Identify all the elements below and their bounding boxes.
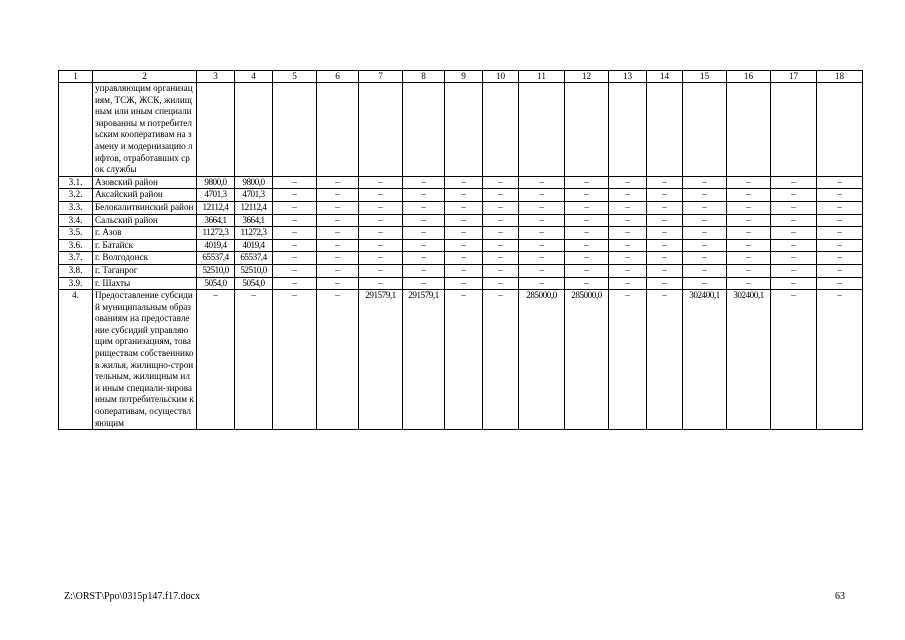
value-cell: 3664,1 <box>197 214 235 227</box>
value-cell: – <box>647 252 683 265</box>
value-cell: 4701,3 <box>235 189 273 202</box>
value-cell: 291579,1 <box>403 290 445 430</box>
value-cell: – <box>403 264 445 277</box>
value-cell: – <box>565 227 609 240</box>
row-number-cell: 3.8. <box>59 264 93 277</box>
value-cell: – <box>445 201 483 214</box>
value-cell: – <box>403 227 445 240</box>
value-cell: – <box>317 176 359 189</box>
column-number-cell: 11 <box>519 71 565 83</box>
value-cell: – <box>817 290 863 430</box>
value-cell: – <box>771 264 817 277</box>
column-number-cell: 5 <box>273 71 317 83</box>
value-cell: – <box>647 227 683 240</box>
value-cell: – <box>647 214 683 227</box>
value-cell: – <box>683 176 727 189</box>
value-cell: – <box>519 227 565 240</box>
value-cell: – <box>445 176 483 189</box>
value-cell <box>197 83 235 177</box>
value-cell: – <box>683 227 727 240</box>
value-cell: – <box>445 277 483 290</box>
value-cell: – <box>683 201 727 214</box>
table-row <box>59 201 863 214</box>
value-cell <box>565 83 609 177</box>
value-cell: – <box>609 214 647 227</box>
value-cell: – <box>647 189 683 202</box>
value-cell <box>727 83 771 177</box>
document-table-wrapper <box>58 70 863 430</box>
row-number-cell: 3.2. <box>59 189 93 202</box>
value-cell: – <box>771 227 817 240</box>
value-cell: – <box>727 227 771 240</box>
value-cell: – <box>273 252 317 265</box>
column-number-cell: 12 <box>565 71 609 83</box>
row-number-cell: 3.4. <box>59 214 93 227</box>
value-cell: – <box>817 227 863 240</box>
value-cell: – <box>647 201 683 214</box>
value-cell: – <box>817 214 863 227</box>
value-cell: – <box>609 189 647 202</box>
value-cell: – <box>683 277 727 290</box>
value-cell: – <box>519 189 565 202</box>
value-cell: – <box>273 227 317 240</box>
value-cell: – <box>403 214 445 227</box>
value-cell: – <box>403 201 445 214</box>
table-row <box>59 176 863 189</box>
value-cell: – <box>273 214 317 227</box>
value-cell: – <box>727 277 771 290</box>
value-cell: – <box>771 214 817 227</box>
value-cell: – <box>483 189 519 202</box>
value-cell: – <box>609 201 647 214</box>
value-cell: – <box>519 214 565 227</box>
value-cell: – <box>565 277 609 290</box>
row-name-cell: г. Волгодонск <box>93 252 197 265</box>
value-cell: – <box>483 264 519 277</box>
row-number-cell: 3.9. <box>59 277 93 290</box>
value-cell: – <box>317 189 359 202</box>
value-cell: – <box>197 290 235 430</box>
value-cell: – <box>519 252 565 265</box>
row-name-cell: Азовский район <box>93 176 197 189</box>
column-number-cell: 2 <box>93 71 197 83</box>
value-cell: – <box>273 201 317 214</box>
table-row <box>59 290 863 430</box>
value-cell: – <box>359 277 403 290</box>
value-cell: 5054,0 <box>235 277 273 290</box>
value-cell: – <box>359 264 403 277</box>
value-cell: – <box>817 252 863 265</box>
value-cell: 285000,0 <box>519 290 565 430</box>
value-cell: 52510,0 <box>197 264 235 277</box>
value-cell <box>817 83 863 177</box>
value-cell: – <box>727 252 771 265</box>
value-cell: – <box>565 201 609 214</box>
value-cell: – <box>403 239 445 252</box>
value-cell: – <box>317 277 359 290</box>
value-cell: – <box>609 227 647 240</box>
value-cell: 302400,1 <box>727 290 771 430</box>
value-cell <box>273 83 317 177</box>
value-cell: – <box>683 264 727 277</box>
value-cell: – <box>519 264 565 277</box>
table-row <box>59 252 863 265</box>
column-number-cell: 9 <box>445 71 483 83</box>
table-row <box>59 239 863 252</box>
value-cell: – <box>771 290 817 430</box>
value-cell: – <box>683 214 727 227</box>
value-cell: – <box>683 239 727 252</box>
row-name-cell: Аксайский район <box>93 189 197 202</box>
value-cell <box>483 83 519 177</box>
table-row <box>59 277 863 290</box>
value-cell: – <box>647 176 683 189</box>
value-cell: – <box>519 201 565 214</box>
value-cell: – <box>727 189 771 202</box>
value-cell: – <box>609 239 647 252</box>
value-cell: – <box>483 214 519 227</box>
value-cell: 9800,0 <box>197 176 235 189</box>
value-cell <box>359 83 403 177</box>
table-row <box>59 83 863 177</box>
table-row <box>59 214 863 227</box>
value-cell: – <box>445 189 483 202</box>
value-cell: 12112,4 <box>197 201 235 214</box>
value-cell: – <box>359 227 403 240</box>
value-cell: – <box>273 277 317 290</box>
row-number-cell: 3.6. <box>59 239 93 252</box>
value-cell: – <box>609 252 647 265</box>
value-cell: 5054,0 <box>197 277 235 290</box>
value-cell: – <box>519 176 565 189</box>
value-cell: – <box>483 239 519 252</box>
column-number-cell: 4 <box>235 71 273 83</box>
file-path: Z:\ORST\Ppo\0315p147.f17.docx <box>64 591 201 602</box>
value-cell: – <box>565 176 609 189</box>
value-cell: – <box>647 290 683 430</box>
table-row <box>59 227 863 240</box>
value-cell: – <box>647 239 683 252</box>
value-cell: – <box>273 239 317 252</box>
value-cell: 65537,4 <box>235 252 273 265</box>
column-number-cell: 17 <box>771 71 817 83</box>
value-cell: 11272,3 <box>197 227 235 240</box>
value-cell <box>771 83 817 177</box>
value-cell: – <box>445 252 483 265</box>
column-number-cell: 13 <box>609 71 647 83</box>
row-name-cell: г. Таганрог <box>93 264 197 277</box>
value-cell: – <box>771 201 817 214</box>
value-cell: – <box>445 227 483 240</box>
value-cell: – <box>445 239 483 252</box>
column-number-cell: 14 <box>647 71 683 83</box>
row-number-cell: 3.3. <box>59 201 93 214</box>
value-cell: – <box>565 189 609 202</box>
value-cell: – <box>609 176 647 189</box>
value-cell: – <box>771 277 817 290</box>
value-cell: – <box>817 277 863 290</box>
table-row <box>59 189 863 202</box>
value-cell: – <box>483 290 519 430</box>
value-cell: – <box>727 201 771 214</box>
value-cell: 4701,3 <box>197 189 235 202</box>
value-cell: – <box>235 290 273 430</box>
page-number: 63 <box>835 591 845 602</box>
value-cell: – <box>359 214 403 227</box>
row-name-cell: Предоставление субсидий муниципальным образованиям на предоставление субсидий управляющим организациям, товариществам собственников жилья, жилищно-строительным, жилищным или иным специали-зированным потребительским кооперативам, осуществляющим <box>93 290 197 430</box>
row-name-cell: Сальский район <box>93 214 197 227</box>
value-cell: – <box>359 176 403 189</box>
value-cell: – <box>609 290 647 430</box>
column-number-cell: 3 <box>197 71 235 83</box>
column-number-cell: 8 <box>403 71 445 83</box>
value-cell: 291579,1 <box>359 290 403 430</box>
value-cell: – <box>727 239 771 252</box>
column-number-cell: 18 <box>817 71 863 83</box>
value-cell: 302400,1 <box>683 290 727 430</box>
budget-table <box>58 70 863 430</box>
value-cell: – <box>273 264 317 277</box>
value-cell: 11272,3 <box>235 227 273 240</box>
column-number-cell: 15 <box>683 71 727 83</box>
value-cell: – <box>359 189 403 202</box>
value-cell: – <box>519 239 565 252</box>
value-cell: – <box>519 277 565 290</box>
value-cell <box>445 83 483 177</box>
value-cell: – <box>771 189 817 202</box>
value-cell: – <box>817 176 863 189</box>
value-cell <box>519 83 565 177</box>
value-cell: – <box>359 239 403 252</box>
row-name-cell: Белокалитвинский район <box>93 201 197 214</box>
value-cell: – <box>647 277 683 290</box>
value-cell: – <box>727 176 771 189</box>
row-name-cell: г. Шахты <box>93 277 197 290</box>
row-number-cell <box>59 83 93 177</box>
value-cell: – <box>403 176 445 189</box>
row-number-cell: 3.7. <box>59 252 93 265</box>
value-cell: – <box>359 201 403 214</box>
value-cell: – <box>403 252 445 265</box>
value-cell: 65537,4 <box>197 252 235 265</box>
value-cell: – <box>317 201 359 214</box>
value-cell: – <box>445 290 483 430</box>
value-cell: – <box>483 201 519 214</box>
value-cell: – <box>317 239 359 252</box>
value-cell <box>317 83 359 177</box>
value-cell: – <box>683 189 727 202</box>
value-cell: 4019,4 <box>197 239 235 252</box>
value-cell: – <box>727 264 771 277</box>
row-name-cell: г. Азов <box>93 227 197 240</box>
column-number-cell: 7 <box>359 71 403 83</box>
value-cell: – <box>445 214 483 227</box>
value-cell: – <box>317 214 359 227</box>
value-cell: 3664,1 <box>235 214 273 227</box>
value-cell: – <box>771 239 817 252</box>
value-cell: – <box>683 252 727 265</box>
value-cell: 9800,0 <box>235 176 273 189</box>
value-cell: – <box>403 189 445 202</box>
row-number-cell: 3.5. <box>59 227 93 240</box>
value-cell <box>235 83 273 177</box>
row-name-cell: управляющим организациям, ТСЖ, ЖСК, жилищным или иным специализированны м потребительским кооперативам на замену и модернизацию лифтов, отработавших срок службы <box>93 83 197 177</box>
value-cell: – <box>483 176 519 189</box>
value-cell: – <box>565 264 609 277</box>
column-number-cell: 6 <box>317 71 359 83</box>
value-cell: – <box>609 277 647 290</box>
value-cell: – <box>817 201 863 214</box>
row-name-cell: г. Батайск <box>93 239 197 252</box>
value-cell: – <box>771 176 817 189</box>
value-cell <box>647 83 683 177</box>
column-number-cell: 10 <box>483 71 519 83</box>
value-cell: 52510,0 <box>235 264 273 277</box>
value-cell: – <box>483 252 519 265</box>
table-row <box>59 264 863 277</box>
value-cell: – <box>817 264 863 277</box>
value-cell <box>609 83 647 177</box>
value-cell: – <box>609 264 647 277</box>
value-cell: 12112,4 <box>235 201 273 214</box>
value-cell: – <box>403 277 445 290</box>
value-cell: – <box>565 252 609 265</box>
value-cell <box>403 83 445 177</box>
value-cell: 285000,0 <box>565 290 609 430</box>
value-cell: – <box>317 264 359 277</box>
column-number-cell: 1 <box>59 71 93 83</box>
value-cell: – <box>273 189 317 202</box>
value-cell: – <box>273 176 317 189</box>
value-cell: – <box>317 290 359 430</box>
value-cell: – <box>317 252 359 265</box>
value-cell: – <box>483 277 519 290</box>
value-cell: 4019,4 <box>235 239 273 252</box>
column-number-cell: 16 <box>727 71 771 83</box>
value-cell: – <box>817 189 863 202</box>
value-cell: – <box>317 227 359 240</box>
value-cell: – <box>565 214 609 227</box>
row-number-cell: 4. <box>59 290 93 430</box>
value-cell: – <box>565 239 609 252</box>
column-number-row <box>59 71 863 83</box>
value-cell: – <box>727 214 771 227</box>
value-cell: – <box>359 252 403 265</box>
row-number-cell: 3.1. <box>59 176 93 189</box>
value-cell: – <box>273 290 317 430</box>
value-cell: – <box>817 239 863 252</box>
value-cell: – <box>647 264 683 277</box>
value-cell: – <box>445 264 483 277</box>
value-cell: – <box>771 252 817 265</box>
value-cell: – <box>483 227 519 240</box>
value-cell <box>683 83 727 177</box>
